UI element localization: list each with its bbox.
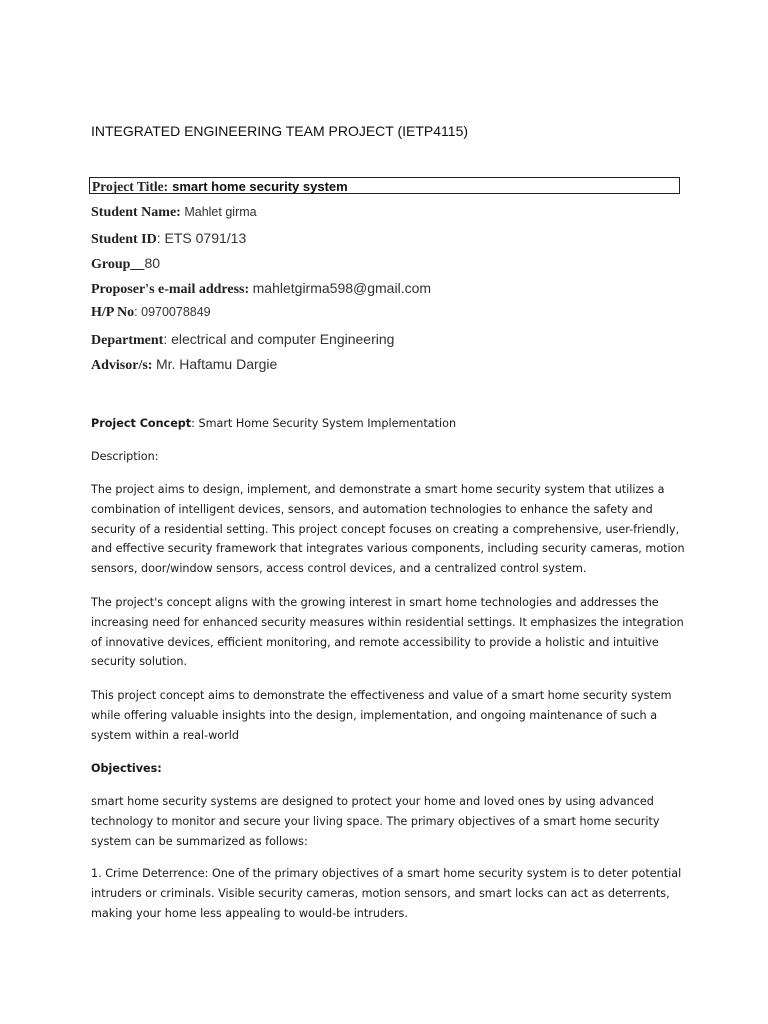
department-line: [91, 331, 394, 349]
student-id-line: [91, 230, 246, 248]
phone-value: : 0970078849: [134, 305, 211, 319]
description-label: Description:: [91, 450, 159, 463]
email-line: [91, 280, 431, 298]
email-value: mahletgirma598@gmail.com: [252, 280, 432, 296]
student-id-label: Student ID: [91, 232, 157, 247]
project-title-label: Project Title:: [92, 179, 169, 194]
advisor-label: Advisor/s:: [91, 358, 153, 373]
objectives-intro: smart home security systems are designed to protect your home and loved ones by using advanced technology to monitor and secure your living space. The primary objectives of a smart home security system can be summarized as follows:: [91, 795, 660, 848]
objective-item: 1. Crime Deterrence: One of the primary objectives of a smart home security system is to deter potential intruders or criminals. Visible security cameras, motion sensors, and smart locks can act as deterrents, making your home less appealing to would-be intruders.: [91, 867, 682, 920]
student-name-label: Student Name:: [91, 205, 181, 220]
description-paragraph-3: This project concept aims to demonstrate the effectiveness and value of a smart home security system while offering valuable insights into the design, implementation, and ongoing maintenance of such a system within a real-world: [91, 689, 672, 742]
phone-line: [91, 305, 211, 321]
department-value: : electrical and computer Engineering: [163, 331, 395, 347]
course-header: INTEGRATED ENGINEERING TEAM PROJECT (IETP4115): [91, 123, 469, 139]
description-paragraph-1: The project aims to design, implement, and demonstrate a smart home security system that utilizes a combination of intelligent devices, sensors, and automation technologies to enhance the safety and security of a residential setting. This project concept focuses on creating a comprehensive, user-friendly, and effective security framework that integrates various components, including security cameras, motion sensors, door/window sensors, access control devices, and a centralized control system.: [91, 483, 685, 576]
advisor-line: [91, 356, 277, 374]
student-name-value: Mahlet girma: [184, 205, 257, 219]
group-label: Group__: [91, 257, 145, 272]
phone-label: H/P No: [91, 305, 135, 320]
student-name-line: [91, 205, 257, 221]
description-paragraph-2: The project's concept aligns with the growing interest in smart home technologies and addresses the increasing need for enhanced security measures within residential settings. It emphasizes the integration of innovative devices, efficient monitoring, and remote accessibility to provide a holistic and intuitive security solution.: [91, 596, 684, 669]
project-title-box: [89, 177, 680, 194]
objectives-label: Objectives: [91, 762, 158, 775]
group-value: 80: [144, 255, 161, 271]
advisor-value: Mr. Haftamu Dargie: [155, 356, 278, 372]
email-label: Proposer's e-mail address:: [91, 282, 250, 297]
department-label: Department: [91, 333, 164, 348]
project-concept-value: : Smart Home Security System Implementation: [191, 417, 457, 430]
objectives-colon: :: [157, 762, 162, 775]
project-concept-line: [91, 414, 691, 434]
project-concept-label: Project Concept: [91, 417, 192, 430]
student-id-value: : ETS 0791/13: [156, 230, 247, 246]
objectives-heading: [91, 759, 691, 779]
group-line: [91, 255, 160, 273]
project-title-value: smart home security system: [172, 179, 348, 194]
